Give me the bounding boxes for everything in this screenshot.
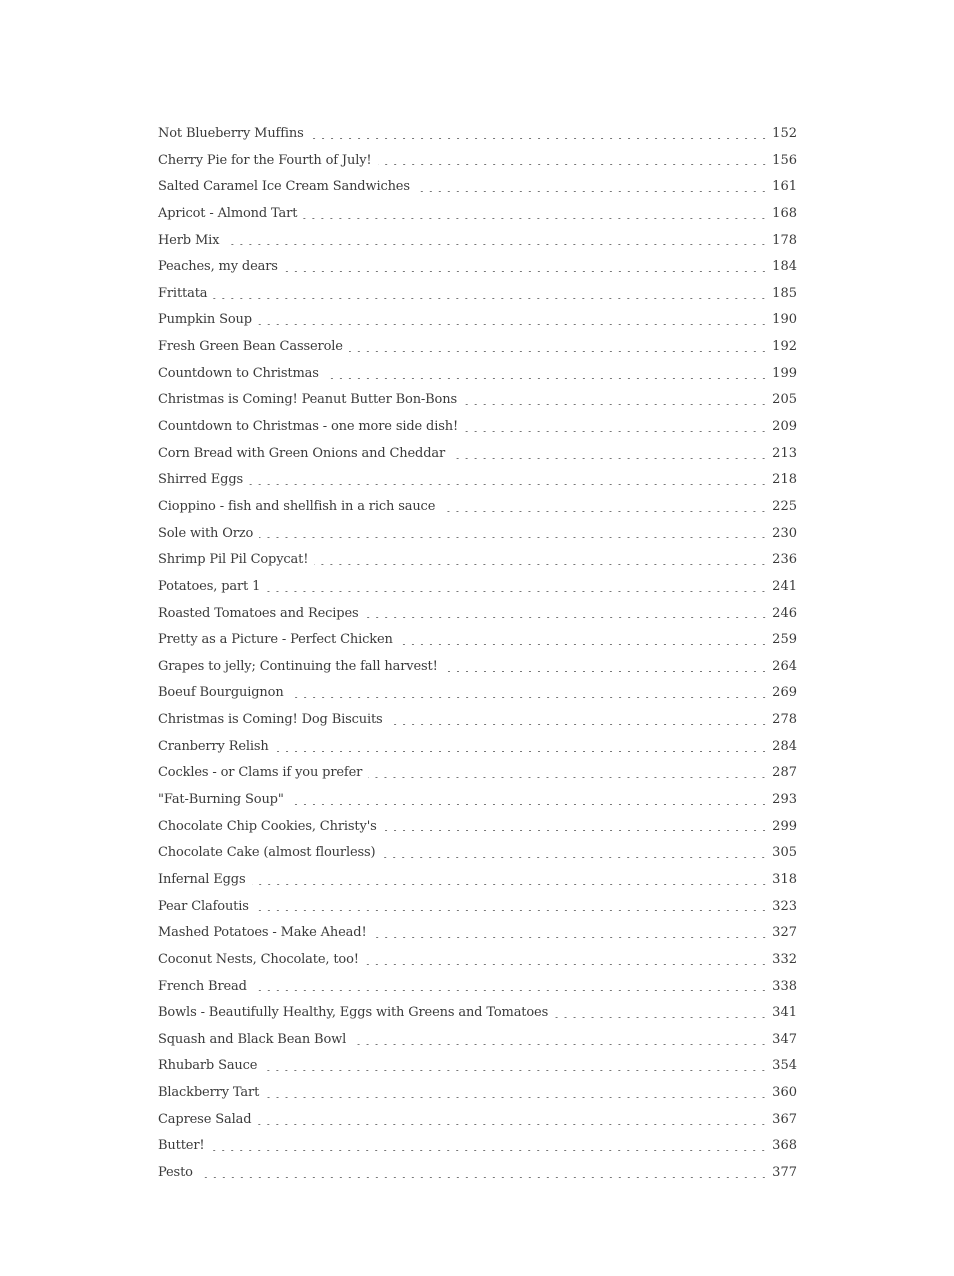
dot-leader <box>225 244 768 245</box>
dot-leader <box>365 617 769 618</box>
toc-entry-page-number: 377 <box>772 1164 797 1180</box>
toc-entry-page-number: 190 <box>772 312 797 328</box>
toc-entry-title: Blackberry Tart <box>158 1085 260 1101</box>
toc-entry-title: Countdown to Christmas <box>158 365 319 381</box>
toc-entry-page-number: 184 <box>772 259 797 275</box>
toc-entry-page-number: 168 <box>772 205 797 221</box>
toc-entry-title: Roasted Tomatoes and Recipes <box>158 605 359 621</box>
toc-entry-title: Butter! <box>158 1138 205 1154</box>
dot-leader <box>463 404 768 405</box>
toc-entry-title: Christmas is Coming! Peanut Butter Bon-Bons <box>158 392 457 408</box>
dot-leader <box>265 1097 768 1098</box>
toc-entry-page-number: 236 <box>772 552 797 568</box>
toc-entry[interactable] <box>158 1027 797 1054</box>
toc-entry-title: Chocolate Chip Cookies, Christy's <box>158 818 377 834</box>
toc-entry-title: Not Blueberry Muffins <box>158 126 304 141</box>
toc-entry-page-number: 293 <box>772 792 797 808</box>
toc-entry-page-number: 246 <box>772 605 797 621</box>
toc-entry-page-number: 199 <box>772 365 797 381</box>
dot-leader <box>349 351 768 352</box>
dot-leader <box>275 751 769 752</box>
toc-entry-title: Pumpkin Soup <box>158 312 252 328</box>
toc-entry-title: Bowls - Beautifully Healthy, Eggs with Greens and Tomatoes <box>158 1005 549 1021</box>
toc-entry-page-number: 338 <box>772 978 797 994</box>
toc-entry-title: Coconut Nests, Chocolate, too! <box>158 951 359 967</box>
dot-leader <box>257 1124 768 1125</box>
dot-leader <box>290 697 769 698</box>
toc-entry[interactable] <box>158 174 797 201</box>
toc-entry-page-number: 259 <box>772 632 797 648</box>
toc-entry[interactable] <box>158 254 797 281</box>
table-of-contents <box>158 121 797 1187</box>
dot-leader <box>464 431 768 432</box>
toc-entry-title: Peaches, my dears <box>158 259 278 275</box>
toc-entry-page-number: 156 <box>772 152 797 168</box>
toc-entry-title: Christmas is Coming! Dog Biscuits <box>158 712 383 728</box>
dot-leader <box>352 1044 768 1045</box>
dot-leader <box>259 537 768 538</box>
dot-leader <box>383 830 769 831</box>
toc-entry-page-number: 213 <box>772 445 797 461</box>
toc-entry-page-number: 185 <box>772 285 797 301</box>
toc-entry-title: Herb Mix <box>158 232 220 248</box>
dot-leader <box>399 644 768 645</box>
toc-entry-page-number: 241 <box>772 578 797 594</box>
toc-entry-title: Infernal Eggs <box>158 871 246 887</box>
toc-entry[interactable] <box>158 1053 797 1080</box>
toc-entry-title: Cioppino - fish and shellfish in a rich sauce <box>158 498 436 514</box>
dot-leader <box>389 724 769 725</box>
toc-entry-page-number: 368 <box>772 1138 797 1154</box>
toc-entry[interactable] <box>158 574 797 601</box>
toc-entry[interactable] <box>158 494 797 521</box>
toc-entry-page-number: 318 <box>772 871 797 887</box>
dot-leader <box>373 937 769 938</box>
toc-entry[interactable] <box>158 148 797 175</box>
dot-leader <box>378 164 769 165</box>
toc-entry-page-number: 367 <box>772 1111 797 1127</box>
toc-entry-title: Shrimp Pil Pil Copycat! <box>158 552 309 568</box>
toc-entry-title: Squash and Black Bean Bowl <box>158 1031 347 1047</box>
toc-entry[interactable] <box>158 521 797 548</box>
toc-entry-title: Cranberry Relish <box>158 738 269 754</box>
toc-entry-title: "Fat-Burning Soup" <box>158 792 284 808</box>
toc-entry[interactable] <box>158 414 797 441</box>
toc-entry-page-number: 161 <box>772 179 797 195</box>
dot-leader <box>325 378 768 379</box>
toc-entry-page-number: 327 <box>772 925 797 941</box>
toc-entry-page-number: 178 <box>772 232 797 248</box>
toc-entry[interactable] <box>158 441 797 468</box>
toc-entry[interactable] <box>158 201 797 228</box>
toc-entry-title: Shirred Eggs <box>158 472 244 488</box>
toc-entry-page-number: 230 <box>772 525 797 541</box>
dot-leader <box>314 564 768 565</box>
toc-entry-page-number: 305 <box>772 845 797 861</box>
toc-entry[interactable] <box>158 1107 797 1134</box>
toc-entry[interactable] <box>158 734 797 761</box>
toc-entry[interactable] <box>158 601 797 628</box>
toc-entry-page-number: 354 <box>772 1058 797 1074</box>
toc-entry-title: Grapes to jelly; Continuing the fall harvest! <box>158 658 438 674</box>
toc-entry-page-number: 218 <box>772 472 797 488</box>
dot-leader <box>368 777 768 778</box>
toc-entry-page-number: 152 <box>772 126 797 141</box>
dot-leader <box>554 1017 768 1018</box>
toc-entry-title: Pesto <box>158 1164 193 1180</box>
toc-entry[interactable] <box>158 947 797 974</box>
toc-entry-page-number: 332 <box>772 951 797 967</box>
toc-entry[interactable] <box>158 867 797 894</box>
dot-leader <box>210 1150 768 1151</box>
toc-entry-page-number: 323 <box>772 898 797 914</box>
toc-entry[interactable] <box>158 894 797 921</box>
toc-entry[interactable] <box>158 760 797 787</box>
toc-entry[interactable] <box>158 920 797 947</box>
toc-entry-page-number: 287 <box>772 765 797 781</box>
toc-entry[interactable] <box>158 654 797 681</box>
dot-leader <box>266 591 768 592</box>
toc-entry-page-number: 269 <box>772 685 797 701</box>
toc-entry[interactable] <box>158 387 797 414</box>
toc-entry-page-number: 278 <box>772 712 797 728</box>
toc-entry-title: Sole with Orzo <box>158 525 254 541</box>
dot-leader <box>444 671 768 672</box>
toc-entry-title: Rhubarb Sauce <box>158 1058 258 1074</box>
toc-entry-title: Salted Caramel Ice Cream Sandwiches <box>158 179 410 195</box>
toc-entry[interactable] <box>158 680 797 707</box>
toc-entry-title: Chocolate Cake (almost flourless) <box>158 845 376 861</box>
toc-entry-title: Boeuf Bourguignon <box>158 685 284 701</box>
toc-entry[interactable] <box>158 1133 797 1160</box>
dot-leader <box>252 884 769 885</box>
toc-entry[interactable] <box>158 228 797 255</box>
toc-entry[interactable] <box>158 547 797 574</box>
toc-entry-title: Countdown to Christmas - one more side dish! <box>158 419 459 435</box>
dot-leader <box>303 218 768 219</box>
toc-entry-title: Apricot - Almond Tart <box>158 205 298 221</box>
toc-entry[interactable] <box>158 627 797 654</box>
dot-leader <box>441 511 768 512</box>
toc-entry[interactable] <box>158 361 797 388</box>
toc-entry-title: Cockles - or Clams if you prefer <box>158 765 363 781</box>
toc-entry-title: Cherry Pie for the Fourth of July! <box>158 152 372 168</box>
dot-leader <box>290 804 768 805</box>
toc-entry[interactable] <box>158 787 797 814</box>
dot-leader <box>255 910 768 911</box>
toc-entry-title: Fresh Green Bean Casserole <box>158 339 343 355</box>
toc-entry[interactable] <box>158 974 797 1001</box>
toc-entry-page-number: 347 <box>772 1031 797 1047</box>
dot-leader <box>213 298 768 299</box>
toc-entry[interactable] <box>158 814 797 841</box>
toc-entry-page-number: 209 <box>772 419 797 435</box>
dot-leader <box>258 324 768 325</box>
dot-leader <box>310 138 769 139</box>
toc-entry[interactable] <box>158 1160 797 1187</box>
toc-entry-title: Pretty as a Picture - Perfect Chicken <box>158 632 393 648</box>
dot-leader <box>451 458 768 459</box>
toc-entry[interactable] <box>158 707 797 734</box>
toc-entry-page-number: 225 <box>772 498 797 514</box>
toc-entry-page-number: 205 <box>772 392 797 408</box>
toc-entry-page-number: 192 <box>772 339 797 355</box>
toc-entry-title: Corn Bread with Green Onions and Cheddar <box>158 445 446 461</box>
toc-entry[interactable] <box>158 1080 797 1107</box>
toc-entry-page-number: 264 <box>772 658 797 674</box>
toc-entry[interactable] <box>158 1000 797 1027</box>
toc-entry[interactable] <box>158 307 797 334</box>
dot-leader <box>416 191 768 192</box>
toc-entry-title: Potatoes, part 1 <box>158 578 261 594</box>
toc-entry[interactable] <box>158 121 797 148</box>
toc-entry-page-number: 360 <box>772 1085 797 1101</box>
dot-leader <box>284 271 768 272</box>
toc-entry[interactable] <box>158 840 797 867</box>
toc-entry[interactable] <box>158 281 797 308</box>
toc-entry-title: Caprese Salad <box>158 1111 252 1127</box>
toc-entry[interactable] <box>158 467 797 494</box>
dot-leader <box>365 964 768 965</box>
dot-leader <box>263 1070 768 1071</box>
dot-leader <box>381 857 768 858</box>
toc-entry-title: Mashed Potatoes - Make Ahead! <box>158 925 367 941</box>
dot-leader <box>253 990 768 991</box>
toc-entry[interactable] <box>158 334 797 361</box>
toc-entry-page-number: 284 <box>772 738 797 754</box>
toc-entry-title: French Bread <box>158 978 247 994</box>
dot-leader <box>249 484 768 485</box>
toc-entry-title: Pear Clafoutis <box>158 898 249 914</box>
toc-entry-page-number: 341 <box>772 1005 797 1021</box>
toc-entry-title: Frittata <box>158 285 208 301</box>
dot-leader <box>199 1177 768 1178</box>
toc-entry-page-number: 299 <box>772 818 797 834</box>
